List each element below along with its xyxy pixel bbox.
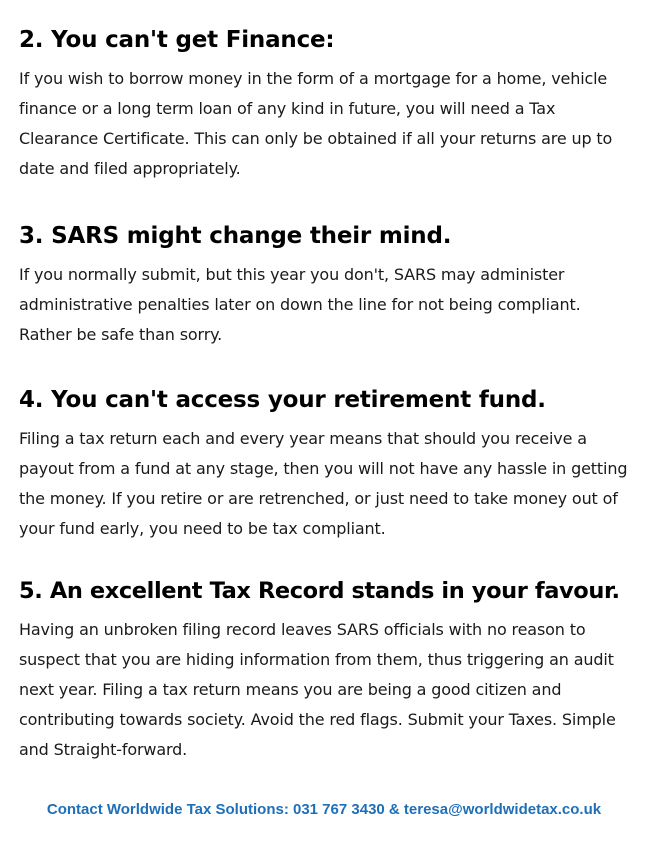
section-tax-record [19, 577, 634, 765]
section-finance [19, 26, 634, 184]
contact-footer: Contact Worldwide Tax Solutions: 031 767 3430 & teresa@worldwidetax.co.uk [46, 801, 602, 818]
section-body: If you normally submit, but this year you don't, SARS may administer administrative penalties later on down the line for not being compliant. Rather be safe than sorry. [19, 265, 581, 344]
section-heading: 2. You can't get Finance: [19, 27, 335, 53]
section-body: Having an unbroken filing record leaves SARS officials with no reason to suspect that you are hiding information from them, thus triggering an audit next year. Filing a tax return means you are being a good citizen and contributing towards society. Avoid the red flags. Submit your Taxes. Simple and Straight-forward. [19, 620, 616, 759]
section-body: Filing a tax return each and every year means that should you receive a payout from a fund at any stage, then you will not have any hassle in getting the money. If you retire or are retrenched, or just need to take money out of your fund early, you need to be tax compliant. [19, 429, 628, 538]
section-sars-change-mind [19, 222, 634, 350]
section-heading: 5. An excellent Tax Record stands in your favour. [19, 578, 620, 604]
section-heading: 3. SARS might change their mind. [19, 223, 452, 249]
section-body: If you wish to borrow money in the form of a mortgage for a home, vehicle finance or a long term loan of any kind in future, you will need a Tax Clearance Certificate. This can only be obtained if all your returns are up to date and filed appropriately. [19, 69, 613, 178]
section-heading: 4. You can't access your retirement fund. [19, 387, 546, 413]
section-retirement-fund [19, 386, 634, 544]
